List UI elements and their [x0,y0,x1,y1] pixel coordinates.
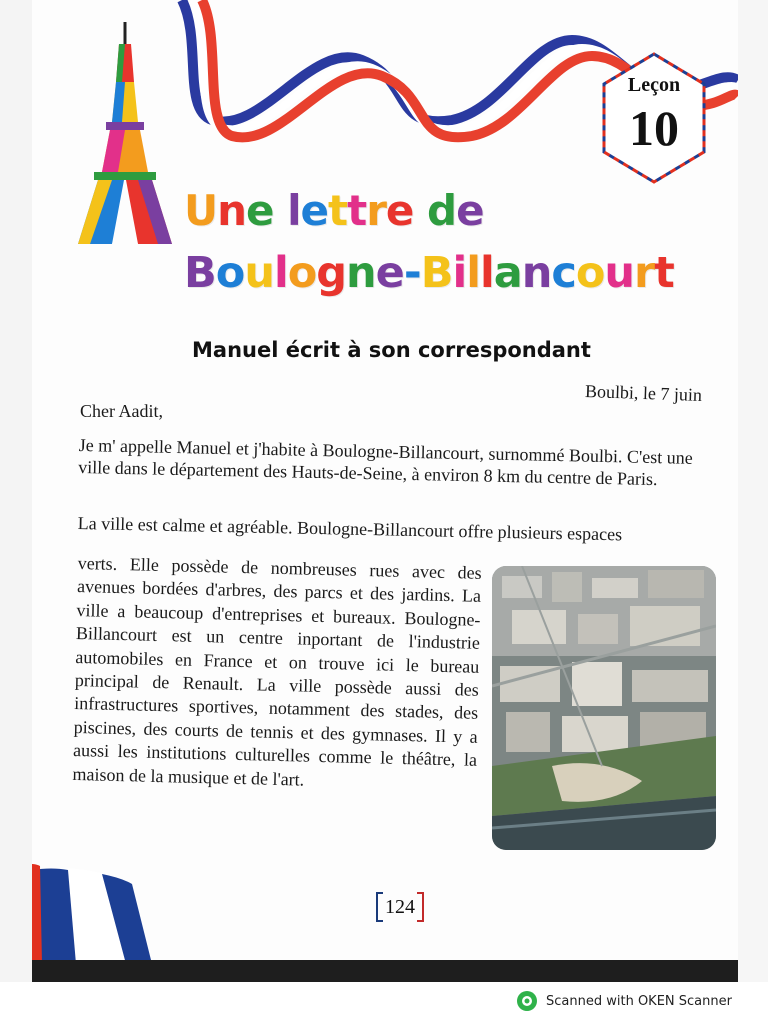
title-letter: a [493,248,522,298]
title-letter: e [246,186,274,235]
lecon-number: 10 [629,100,679,156]
letter-greeting: Cher Aadit, [80,401,163,421]
scan-frame-right [738,0,768,982]
title-letter: e [456,186,484,235]
page-number: 124 [385,896,415,918]
title-letter: e [300,186,329,235]
title-letter: n [217,186,247,235]
lesson-subtitle: Manuel écrit à son correspondant [192,338,591,362]
title-letter: d [427,186,457,235]
title-letter: c [551,248,576,298]
title-letter: n [346,248,376,298]
title-letter [274,186,288,235]
title-letter: e [375,248,404,298]
scan-bottom-edge [32,960,738,982]
french-flag-icon [32,864,152,964]
title-letter: r [634,248,655,298]
letter-date: Boulbi, le 7 juin [584,380,703,406]
title-letter: u [244,248,274,298]
scan-frame-left [0,0,32,982]
title-letter: l [287,186,301,235]
title-letter: i [452,248,467,298]
title-letter: l [466,248,480,298]
lecon-label: Leçon [627,74,681,96]
title-letter: o [287,248,317,298]
oken-scanner-icon [516,990,538,1012]
title-letter: - [403,248,421,298]
lesson-title-line2 [184,248,674,298]
title-letter: e [385,186,414,235]
title-letter: r [366,186,386,235]
aerial-city-photo [492,566,716,850]
title-letter: o [575,248,605,298]
letter-paragraph-2-intro: La ville est calme et agréable. Boulogne-Billancourt offre plusieurs espaces [77,512,623,545]
eiffel-tower-icon [78,22,172,244]
title-letter: B [420,248,453,298]
title-letter: u [604,248,635,298]
textbook-page [32,0,738,982]
letter-paragraph-2-column: verts. Elle possède de nombreuses rues avec des avenues bordées d'arbres, des parcs et des jardins. La ville a beaucoup d'entreprises et bureaux. Boulogne-Billancourt est un centre inportant de l'industrie automobiles en France et on trouve ici le bureau principal de Renault. La ville possède aussi des infrastructures sportives, notamment des stades, des piscines, des courts de tennis et des gymnases. Il y a aussi les institutions culturelles comme le théâtre, la maison de la musique et de l'art. [72,552,482,790]
title-letter: l [479,248,494,298]
scanner-text: Scanned with OKEN Scanner [546,993,732,1009]
scanner-watermark [516,990,732,1012]
title-letter: t [347,186,367,235]
title-letter: g [316,248,347,298]
title-letter [413,186,427,235]
letter-paragraph-1: Je m' appelle Manuel et j'habite à Boulogne-Billancourt, surnommé Boulbi. C'est une ville dans le département des Hauts-de-Seine, à environ 8 km du centre de Paris. [78,434,693,490]
title-letter: t [654,248,674,298]
lesson-title-line1 [184,186,484,235]
title-letter: o [215,248,245,298]
title-letter: B [184,248,216,298]
title-letter: U [184,186,218,235]
title-letter: t [328,186,348,235]
title-letter: n [521,248,552,298]
title-letter: l [273,248,288,298]
